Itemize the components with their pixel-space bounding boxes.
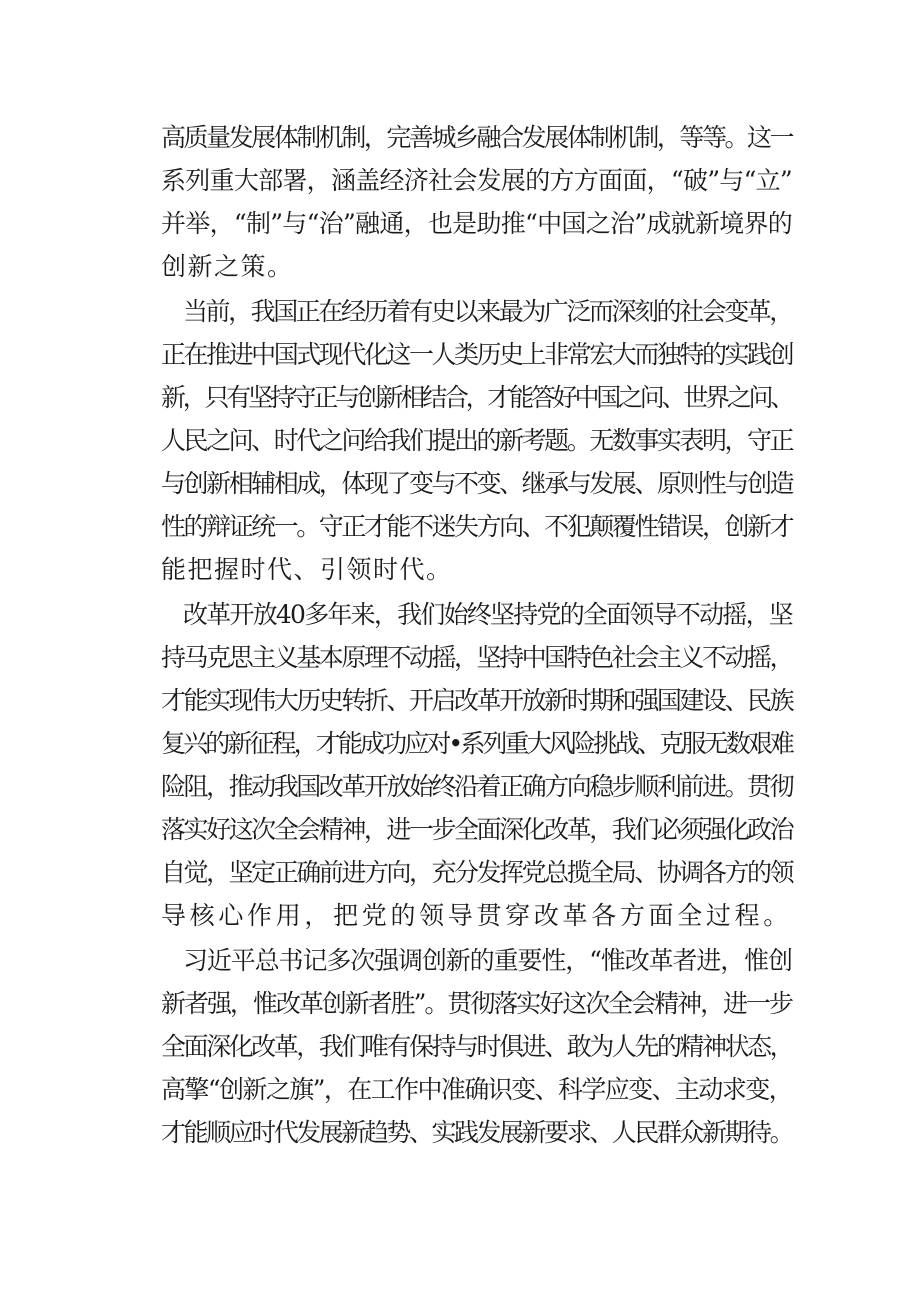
paragraph-first-line: 习近平总书记多次强调创新的重要性，“惟改革者进，惟创 (183, 946, 792, 975)
text-line: 人民之问、时代之问给我们提出的新考题。无数事实表明，守正 (161, 426, 793, 455)
text-line: 创新之策。 (161, 252, 294, 281)
text-line: 正在推进中国式现代化这一人类历史上非常宏大而独特的实践创 (161, 340, 793, 369)
text-line: 才能实现伟大历史转折、开启改革开放新时期和强国建设、民族 (161, 686, 793, 715)
text-line: 能把握时代、引领时代。 (161, 555, 453, 584)
paragraph-first-line: 改革开放40多年来，我们始终坚持党的全面领导不动摇，坚 (183, 600, 793, 629)
text-line: 系列重大部署，涵盖经济社会发展的方方面面，“破”与“立” (161, 166, 792, 195)
text-line: 全面深化改革，我们唯有保持与时俱进、敢为人先的精神状态， (161, 1032, 793, 1061)
text-line: 高质量发展体制机制，完善城乡融合发展体制机制，等等。这一 (161, 123, 793, 152)
text-line: 落实好这次全会精神，进一步全面深化改革，我们必须强化政治 (161, 815, 793, 844)
text-line: 导核心作用，把党的领导贯穿改革各方面全过程。 (161, 901, 792, 930)
text-line: 自觉，坚定正确前进方向，充分发挥党总揽全局、协调各方的领 (161, 858, 793, 887)
text-line: 性的辩证统一。守正才能不迷失方向、不犯颠覆性错误，创新才 (161, 512, 793, 541)
text-line: 复兴的新征程，才能成功应对•系列重大风险挑战、克服无数艰难 (161, 729, 792, 758)
text-line: 才能顺应时代发展新趋势、实践发展新要求、人民群众新期待。 (161, 1118, 793, 1147)
paragraph-first-line: 当前，我国正在经历着有史以来最为广泛而深刻的社会变革， (183, 297, 792, 326)
text-line: 新者强，惟改革创新者胜”。贯彻落实好这次全会精神，进一步 (161, 989, 792, 1018)
text-line: 并举，“制”与“治”融通，也是助推“中国之治”成就新境界的 (161, 209, 793, 238)
text-line: 持马克思主义基本原理不动摇，坚持中国特色社会主义不动摇， (161, 643, 793, 672)
text-line: 高擎“创新之旗”，在工作中准确识变、科学应变、主动求变， (161, 1075, 793, 1104)
text-line: 新，只有坚持守正与创新相结合，才能答好中国之问、世界之问、 (161, 383, 793, 412)
text-line: 险阻，推动我国改革开放始终沿着正确方向稳步顺利前进。贯彻 (161, 772, 793, 801)
text-line: 与创新相辅相成，体现了变与不变、继承与发展、原则性与创造 (161, 469, 793, 498)
